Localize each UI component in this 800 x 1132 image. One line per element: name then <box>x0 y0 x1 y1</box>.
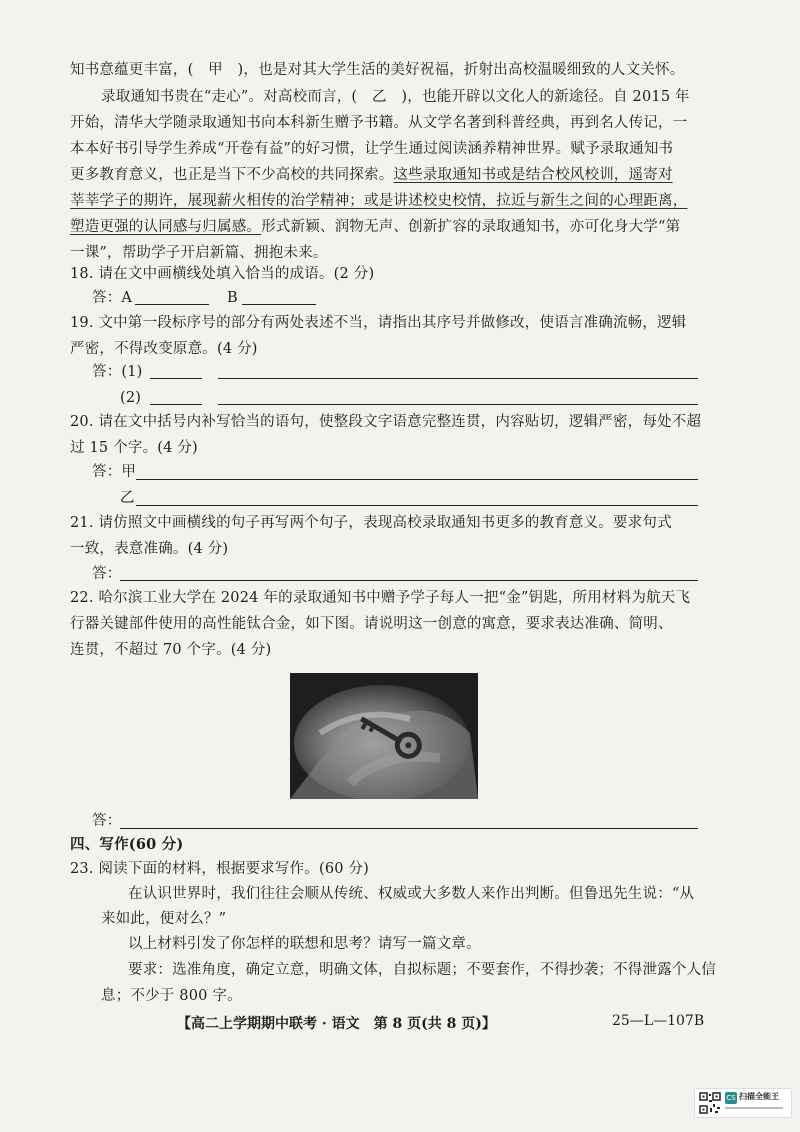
material-line-2: 来如此，便对么？” <box>101 911 227 927</box>
q22-answer-blank[interactable] <box>120 828 698 829</box>
titanium-key-photo <box>290 673 478 799</box>
q19-answer-label-2: (2) <box>120 390 142 406</box>
question-18: 18. 请在文中画横线处填入恰当的成语。(2 分) <box>70 266 375 282</box>
qr-code-icon <box>699 1092 721 1114</box>
material-line-1: 在认识世界时，我们往往会顺从传统、权威或大多数人来作出判断。但鲁迅先生说：“从 <box>128 886 695 902</box>
q20-answer-label-yi: 乙 <box>120 490 135 506</box>
underlined-sentence-start: 这些录取通知书或是结合校风校训，遥寄对 <box>393 167 673 183</box>
camscanner-tagline <box>725 1106 785 1113</box>
tagline-squiggle-icon <box>725 1106 785 1111</box>
camscanner-logo-icon: CS <box>726 1094 736 1102</box>
q22-answer-label: 答： <box>92 813 122 829</box>
q20-answer-label-jia: 答：甲 <box>92 464 137 480</box>
passage-line-3: 开始，清华大学随录取通知书向本科新生赠予书籍。从文学名著到科普经典，再到名人传记，一 <box>70 115 688 131</box>
passage-line-5 <box>70 165 673 185</box>
q19-answer-blank-1[interactable] <box>218 378 698 379</box>
passage-line-1: 知书意蕴更丰富，( 甲 )，也是对其大学生活的美好祝福，折射出高校温暖细致的人文关怀。 <box>70 62 685 78</box>
q19-answer-blank-2[interactable] <box>218 404 698 405</box>
q21-answer-blank[interactable] <box>120 580 698 581</box>
q19-answer-label-1: 答：(1) <box>92 364 143 380</box>
question-20-line-2: 过 15 个字。(4 分) <box>70 440 198 456</box>
section-4-title: 四、写作(60 分) <box>70 836 184 853</box>
passage-line-2: 录取通知书贵在“走心”。对高校而言，( 乙 )，也能开辟以文化人的新途径。自 2015 年 <box>101 89 690 105</box>
passage-line-7b: 形式新颖、润物无声、创新扩容的录取通知书，亦可化身大学“第 <box>261 219 681 235</box>
q18-answer-blank-b[interactable] <box>242 304 316 305</box>
underlined-sentence-end: 塑造更强的认同感与归属感。 <box>70 219 262 235</box>
q18-answer-blank-a[interactable] <box>135 304 209 305</box>
requirements-line-2: 息；不少于 800 字。 <box>101 988 242 1004</box>
question-19-line-1: 19. 文中第一段标序号的部分有两处表述不当，请指出其序号并做修改，使语言准确流畅，逻辑 <box>70 315 687 331</box>
camscanner-name: 扫描全能王 <box>739 1092 779 1101</box>
page-footer-title: 【高二上学期期中联考 · 语文 第 8 页(共 8 页)】 <box>177 1016 496 1032</box>
requirements-line-1: 要求：选准角度，确定立意，明确文体，自拟标题；不要套作，不得抄袭；不得泄露个人信 <box>128 962 716 978</box>
question-22-line-1: 22. 哈尔滨工业大学在 2024 年的录取通知书中赠予学子每人一把“金”钥匙，所用材料为航天飞 <box>70 590 691 606</box>
passage-line-4: 本本好书引导学生养成“开卷有益”的好习惯，让学生通过阅读涵养精神世界。赋予录取通知书 <box>70 141 674 157</box>
key-in-hand-icon <box>290 673 478 799</box>
q19-answer-number-blank-1[interactable] <box>150 378 202 379</box>
question-21-line-2: 一致，表意准确。(4 分) <box>70 541 229 557</box>
passage-line-5a: 更多教育意义，也正是当下不少高校的共同探索。 <box>70 167 394 183</box>
q20-answer-blank-jia[interactable] <box>136 479 698 480</box>
q21-answer-label: 答： <box>92 566 122 582</box>
question-22-line-2: 行器关键部件使用的高性能钛合金，如下图。请说明这一创意的寓意，要求表达准确、简明、 <box>70 616 673 632</box>
q19-answer-number-blank-2[interactable] <box>150 404 202 405</box>
question-22-line-3: 连贯，不超过 70 个字。(4 分) <box>70 642 272 658</box>
q20-answer-blank-yi[interactable] <box>136 505 698 506</box>
underlined-sentence-middle: 莘莘学子的期许，展现薪火相传的治学精神；或是讲述校史校情，拉近与新生之间的心理距离， <box>70 193 688 209</box>
question-23: 23. 阅读下面的材料，根据要求写作。(60 分) <box>70 861 370 877</box>
question-19-line-2: 严密，不得改变原意。(4 分) <box>70 341 258 357</box>
scanner-watermark-badge <box>694 1088 792 1118</box>
exam-code: 25—L—107B <box>612 1013 705 1029</box>
question-21-line-1: 21. 请仿照文中画横线的句子再写两个句子，表现高校录取通知书更多的教育意义。要求句式 <box>70 515 672 531</box>
q18-answer-label-b: B <box>227 290 238 306</box>
material-line-3: 以上材料引发了你怎样的联想和思考？请写一篇文章。 <box>128 936 481 952</box>
passage-line-7 <box>70 217 680 237</box>
q18-answer-label-a: 答：A <box>92 290 133 306</box>
question-20-line-1: 20. 请在文中括号内补写恰当的语句，使整段文字语意完整连贯，内容贴切，逻辑严密，每处不超 <box>70 414 702 430</box>
passage-line-8: 一课”，帮助学子开启新篇、拥抱未来。 <box>70 245 328 261</box>
